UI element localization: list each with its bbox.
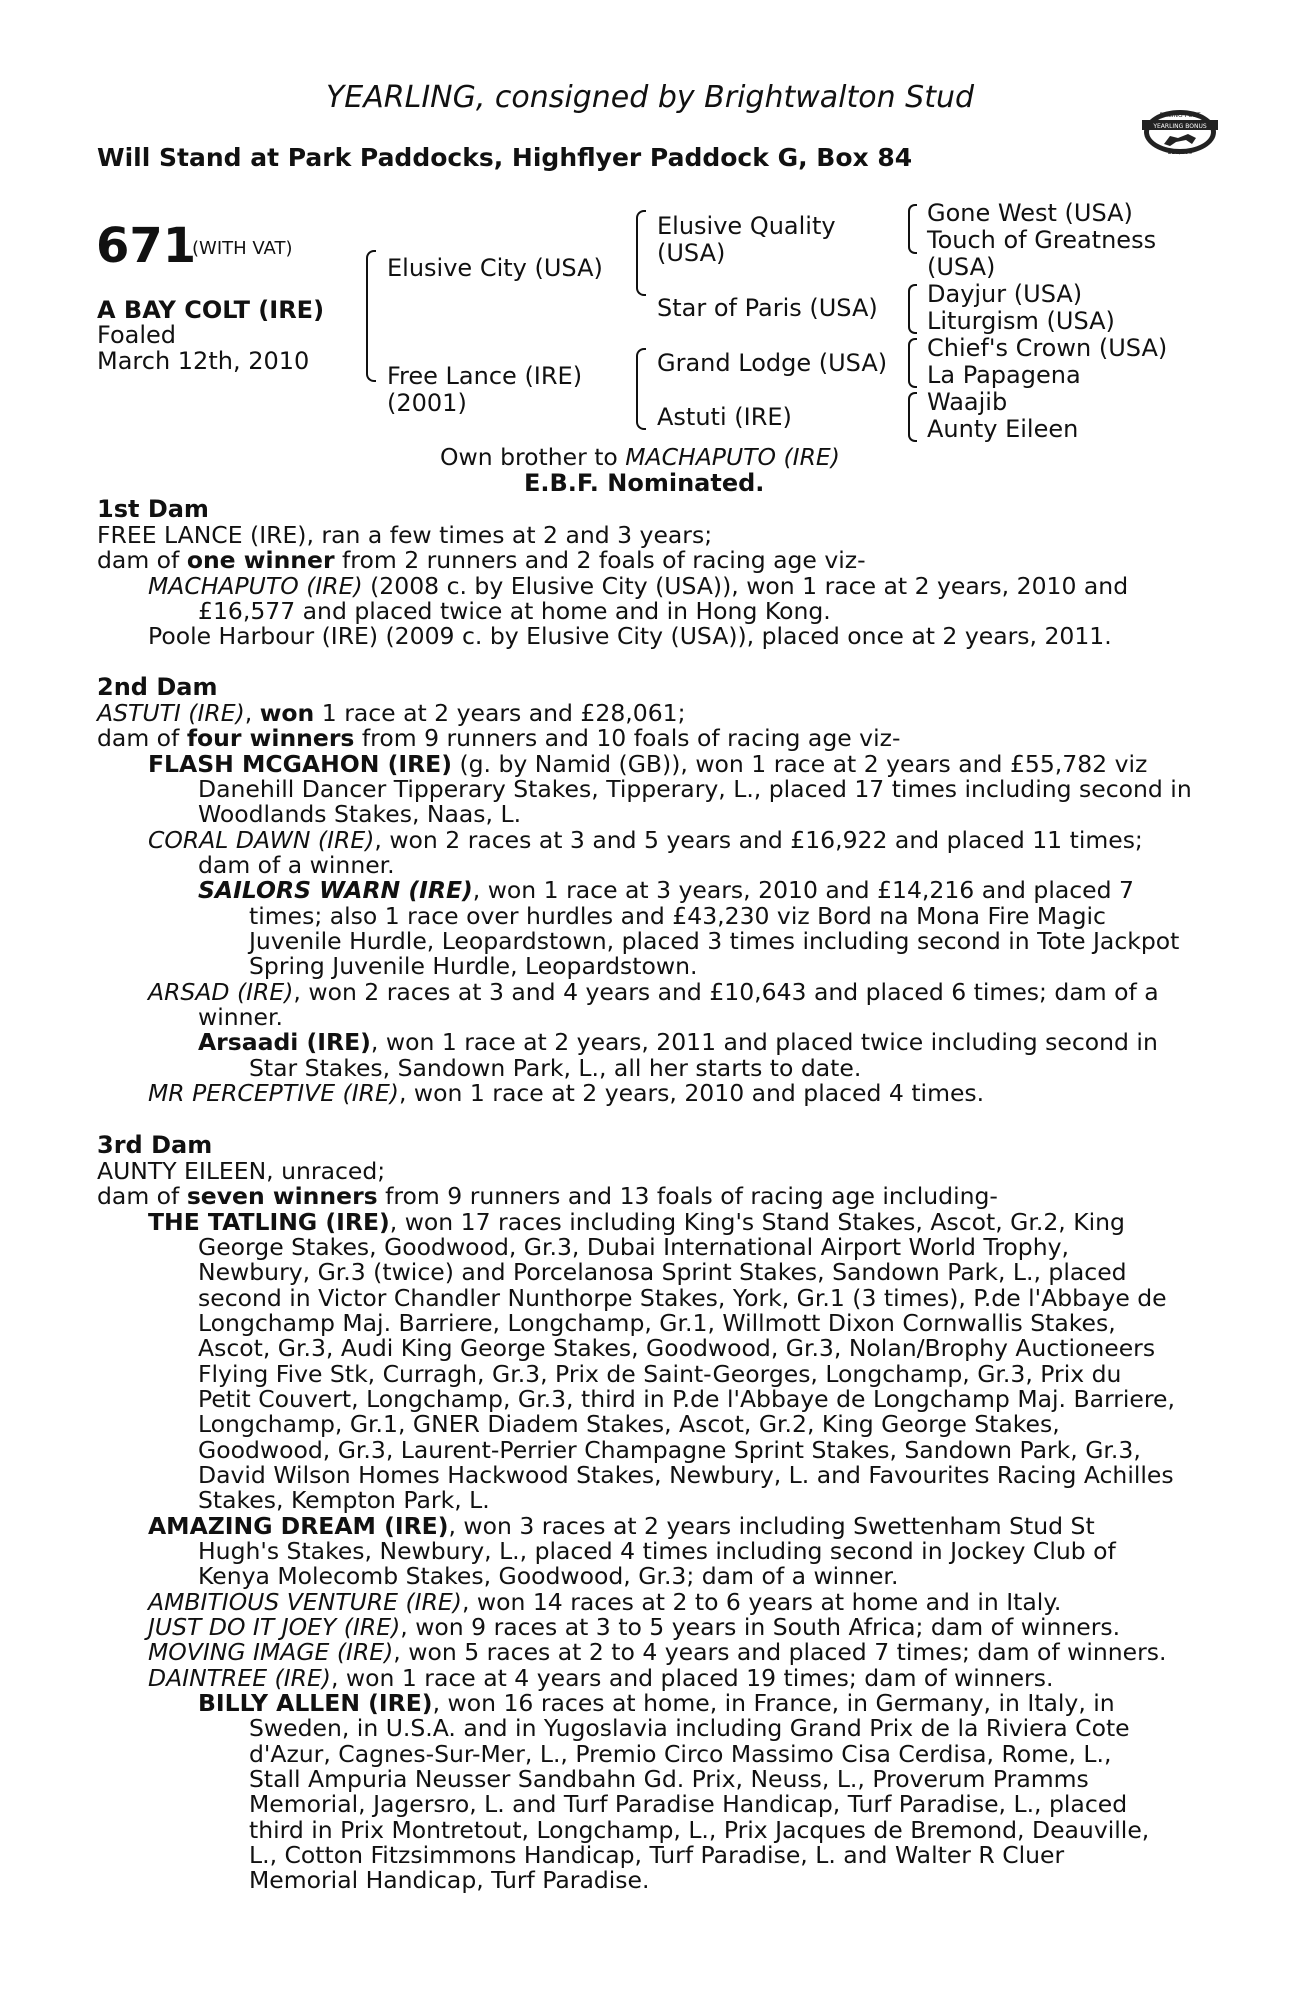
lot-name: A BAY COLT (IRE) (97, 296, 325, 324)
mr-perceptive: MR PERCEPTIVE (IRE) (148, 1079, 399, 1107)
pedigree-brace-4 (908, 204, 917, 254)
second-dam-l1d: 1 race at 2 years and £28,061; (314, 699, 686, 727)
arsaadi: Arsaadi (IRE) (198, 1028, 371, 1056)
grandsire-3: Chief's Crown (USA) (927, 334, 1168, 362)
second-dam-line-9: times; also 1 race over hurdles and £43,230 viz Bord na Mona Fire Magic (249, 902, 1106, 930)
third-dam-line-27: third in Prix Montretout, Longchamp, L., Prix Jacques de Bremond, Deauville, (249, 1816, 1150, 1844)
third-dam-l21b: , won 1 race at 4 years and placed 19 times; dam of winners. (330, 1664, 1054, 1692)
third-dam-line-8: Ascot, Gr.3, Audi King George Stakes, Goodwood, Gr.3, Nolan/Brophy Auctioneers (198, 1334, 1156, 1362)
foaled-label: Foaled (97, 321, 177, 349)
stand-location: Will Stand at Park Paddocks, Highflyer Paddock G, Box 84 (97, 143, 913, 172)
third-dam-l20b: , won 5 races at 2 to 4 years and placed 7 times; dam of winners. (393, 1638, 1167, 1666)
third-dam-line-3 (148, 1208, 1125, 1236)
ambitious-venture: AMBITIOUS VENTURE (IRE) (148, 1588, 462, 1616)
sire-dam: Star of Paris (USA) (657, 294, 878, 322)
third-dam-winners: seven winners (186, 1182, 378, 1210)
second-dam-line-4: Danehill Dancer Tipperary Stakes, Tipperary, L., placed 17 times including second in (198, 775, 1192, 803)
second-dam-l12b: , won 2 races at 3 and 4 years and £10,643 and placed 6 times; dam of a (293, 978, 1159, 1006)
own-brother-prefix: Own brother to (440, 443, 626, 471)
grandsire-4: Waajib (927, 388, 1008, 416)
third-dam-line-9: Flying Five Stk, Curragh, Gr.3, Prix de Saint-Georges, Longchamp, Gr.3, Prix du (198, 1360, 1122, 1388)
bonus-badge-icon (1140, 100, 1220, 160)
second-dam-l16b: , won 1 race at 2 years, 2010 and placed 4 times. (398, 1079, 985, 1107)
first-dam-winners: one winner (186, 546, 335, 574)
third-dam-line-2 (97, 1182, 998, 1210)
second-dam-l1b: , (244, 699, 260, 727)
pedigree-brace-1 (366, 250, 376, 382)
flash-mcgahon: FLASH MCGAHON (IRE) (148, 750, 452, 778)
first-dam-line-4: £16,577 and placed twice at home and in Hong Kong. (198, 597, 831, 625)
third-dam-line-20 (148, 1638, 1167, 1666)
third-dam-line-29: Memorial Handicap, Turf Paradise. (249, 1866, 650, 1894)
third-dam-line-5: Newbury, Gr.3 (twice) and Porcelanosa Sprint Stakes, Sandown Park, L., placed (198, 1258, 1127, 1286)
first-dam-heading: 1st Dam (97, 495, 209, 523)
foaled-date: March 12th, 2010 (97, 347, 310, 375)
arsad: ARSAD (IRE) (148, 978, 294, 1006)
third-dam-line-18 (148, 1588, 1061, 1616)
pedigree-brace-5 (908, 284, 917, 334)
third-dam-line-4: George Stakes, Goodwood, Gr.3, Dubai International Airport World Trophy, (198, 1233, 1069, 1261)
granddam-4: Aunty Eileen (927, 415, 1079, 443)
third-dam-line-13: David Wilson Homes Hackwood Stakes, Newbury, L. and Favourites Racing Achilles (198, 1461, 1174, 1489)
own-brother-horse: MACHAPUTO (IRE) (625, 443, 840, 471)
third-dam-line-19 (148, 1613, 1120, 1641)
second-dam-l3b: (g. by Namid (GB)), won 1 race at 2 years and £55,782 viz (451, 750, 1148, 778)
third-dam-line-24: d'Azur, Cagnes-Sur-Mer, L., Premio Circo Massimo Cisa Cerdisa, Rome, L., (249, 1740, 1112, 1768)
grandsire-2: Dayjur (USA) (927, 280, 1083, 308)
grandsire-1: Gone West (USA) (927, 199, 1133, 227)
third-dam-line-23: Sweden, in U.S.A. and in Yugoslavia including Grand Prix de la Riviera Cote (249, 1714, 1130, 1742)
sire-sire-country: (USA) (657, 239, 726, 267)
third-dam-heading: 3rd Dam (97, 1131, 213, 1159)
second-dam-line-3 (148, 750, 1147, 778)
second-dam-line-6 (148, 826, 1143, 854)
first-dam-line-3 (148, 572, 1128, 600)
catalogue-title: YEARLING, consigned by Brightwalton Stud (325, 80, 975, 115)
second-dam-line-7: dam of a winner. (198, 851, 395, 879)
second-dam-line-1 (97, 699, 686, 727)
pedigree-brace-3 (636, 348, 646, 430)
billy-allen: BILLY ALLEN (IRE) (198, 1689, 433, 1717)
second-dam-line-15: Star Stakes, Sandown Park, L., all her starts to date. (249, 1054, 862, 1082)
second-dam-line-10: Juvenile Hurdle, Leopardstown, placed 3 times including second in Tote Jackpot (249, 927, 1180, 955)
pedigree-brace-2 (636, 210, 646, 296)
second-dam-l14b: , won 1 race at 2 years, 2011 and placed twice including second in (370, 1028, 1158, 1056)
third-dam-l19b: , won 9 races at 3 to 5 years in South Africa; dam of winners. (400, 1613, 1121, 1641)
third-dam-line-17: Kenya Molecomb Stakes, Goodwood, Gr.3; dam of a winner. (198, 1562, 899, 1590)
third-dam-line-6: second in Victor Chandler Nunthorpe Stakes, York, Gr.1 (3 times), P.de l'Abbaye de (198, 1284, 1167, 1312)
second-dam-heading: 2nd Dam (97, 673, 218, 701)
first-dam-l2a: dam of (97, 546, 187, 574)
daintree: DAINTREE (IRE) (148, 1664, 331, 1692)
third-dam-line-1: AUNTY EILEEN, unraced; (97, 1157, 386, 1185)
third-dam-line-25: Stall Ampuria Neusser Sandbahn Gd. Prix, Neuss, L., Proverum Pramms (249, 1765, 1089, 1793)
third-dam-l15b: , won 3 races at 2 years including Swettenham Stud St (448, 1512, 1095, 1540)
second-dam-name: ASTUTI (IRE) (97, 699, 245, 727)
third-dam-line-26: Memorial, Jagersro, L. and Turf Paradise Handicap, Turf Paradise, L., placed (249, 1790, 1128, 1818)
third-dam-line-11: Longchamp, Gr.1, GNER Diadem Stakes, Ascot, Gr.2, King George Stakes, (198, 1410, 1060, 1438)
third-dam-l2c: from 9 runners and 13 foals of racing age including- (377, 1182, 998, 1210)
first-dam-l3b: (2008 c. by Elusive City (USA)), won 1 race at 2 years, 2010 and (362, 572, 1129, 600)
third-dam-l18b: , won 14 races at 2 to 6 years at home and in Italy. (461, 1588, 1062, 1616)
own-brother-note (440, 443, 840, 471)
first-dam-line-2 (97, 546, 866, 574)
second-dam-line-5: Woodlands Stakes, Naas, L. (198, 800, 522, 828)
second-dam-won: won (259, 699, 315, 727)
badge-top-text: RACING POST (1159, 112, 1201, 119)
second-dam-winners: four winners (186, 724, 355, 752)
ebf-nominated: E.B.F. Nominated. (524, 469, 765, 497)
sire-sire: Elusive Quality (657, 212, 836, 240)
badge-amount-text: £10,000 (1167, 149, 1193, 156)
third-dam-line-16: Hugh's Stakes, Newbury, L., placed 4 times including second in Jockey Club of (198, 1537, 1116, 1565)
second-dam-line-2 (97, 724, 900, 752)
first-dam-line-1: FREE LANCE (IRE), ran a few times at 2 and 3 years; (97, 521, 713, 549)
dam-name: Free Lance (IRE) (387, 362, 583, 390)
second-dam-l8b: , won 1 race at 3 years, 2010 and £14,216 and placed 7 (472, 876, 1134, 904)
granddam-1: Touch of Greatness (927, 226, 1157, 254)
second-dam-line-8 (198, 876, 1134, 904)
third-dam-l3b: , won 17 races including King's Stand Stakes, Ascot, Gr.2, King (389, 1208, 1125, 1236)
dam-year: (2001) (387, 389, 467, 417)
third-dam-line-22 (198, 1689, 1115, 1717)
second-dam-line-13: winner. (198, 1003, 283, 1031)
coral-dawn: CORAL DAWN (IRE) (148, 826, 375, 854)
third-dam-line-14: Stakes, Kempton Park, L. (198, 1486, 490, 1514)
lot-number: 671 (96, 218, 197, 274)
sire-name: Elusive City (USA) (387, 254, 603, 282)
first-dam-line-5: Poole Harbour (IRE) (2009 c. by Elusive City (USA)), placed once at 2 years, 2011. (148, 622, 1112, 650)
vat-note: (WITH VAT) (192, 238, 293, 259)
sailors-warn: SAILORS WARN (IRE) (198, 876, 473, 904)
pedigree-brace-6 (908, 338, 917, 388)
first-dam-progeny-1: MACHAPUTO (IRE) (148, 572, 363, 600)
dam-sire: Grand Lodge (USA) (657, 349, 888, 377)
first-dam-l2c: from 2 runners and 2 foals of racing age viz- (334, 546, 866, 574)
second-dam-line-14 (198, 1028, 1158, 1056)
badge-mid-text: YEARLING BONUS (1153, 123, 1207, 130)
second-dam-line-16 (148, 1079, 984, 1107)
second-dam-l2a: dam of (97, 724, 187, 752)
third-dam-l22b: , won 16 races at home, in France, in Germany, in Italy, in (432, 1689, 1115, 1717)
just-do-it-joey: JUST DO IT JOEY (IRE) (148, 1613, 401, 1641)
third-dam-line-15 (148, 1512, 1095, 1540)
third-dam-line-10: Petit Couvert, Longchamp, Gr.3, third in P.de l'Abbaye de Longchamp Maj. Barriere, (198, 1385, 1175, 1413)
second-dam-l6b: , won 2 races at 3 and 5 years and £16,922 and placed 11 times; (374, 826, 1143, 854)
third-dam-line-21 (148, 1664, 1053, 1692)
second-dam-l2c: from 9 runners and 10 foals of racing age viz- (354, 724, 901, 752)
granddam-1-country: (USA) (927, 253, 996, 281)
third-dam-l2a: dam of (97, 1182, 187, 1210)
granddam-3: La Papagena (927, 361, 1081, 389)
pedigree-brace-7 (908, 392, 917, 442)
second-dam-line-12 (148, 978, 1159, 1006)
third-dam-line-28: L., Cotton Fitzsimmons Handicap, Turf Paradise, L. and Walter R Cluer (249, 1841, 1065, 1869)
second-dam-line-11: Spring Juvenile Hurdle, Leopardstown. (249, 952, 698, 980)
the-tatling: THE TATLING (IRE) (148, 1208, 390, 1236)
amazing-dream: AMAZING DREAM (IRE) (148, 1512, 449, 1540)
dam-dam: Astuti (IRE) (657, 403, 792, 431)
third-dam-line-7: Longchamp Maj. Barriere, Longchamp, Gr.1, Willmott Dixon Cornwallis Stakes, (198, 1309, 1116, 1337)
third-dam-line-12: Goodwood, Gr.3, Laurent-Perrier Champagne Sprint Stakes, Sandown Park, Gr.3, (198, 1436, 1141, 1464)
moving-image: MOVING IMAGE (IRE) (148, 1638, 394, 1666)
yearling-bonus-badge (1140, 100, 1220, 164)
granddam-2: Liturgism (USA) (927, 307, 1115, 335)
